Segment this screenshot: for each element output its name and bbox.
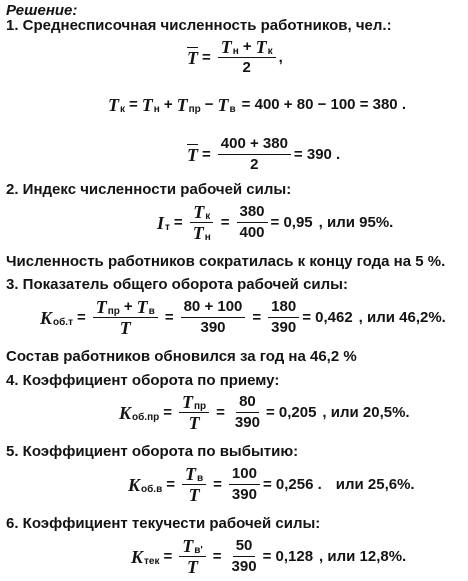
section-2-heading: 2. Индекс численности рабочей силы: (6, 181, 292, 198)
var-t: T (185, 464, 196, 484)
subscript: т (165, 221, 170, 233)
section-3-conclusion: Состав работников обновился за год на 46,2 % (6, 348, 357, 365)
fraction (232, 393, 263, 432)
var-t: T (255, 37, 267, 57)
formula-leave-turnover: K об.в = T в T = $\frac{100}{390}$ = 0,256 . или 25,6%. (128, 464, 415, 505)
var-k: K (131, 546, 144, 567)
denominator: 390 (200, 319, 226, 336)
formula-result: = 0,205 (265, 403, 317, 421)
numerator: 80 (236, 393, 259, 413)
fraction (190, 203, 214, 242)
var-t: T (182, 536, 194, 556)
formula-end-headcount: T к = T н + T пр − T в = 400 + 80 − 100 = 380 . (108, 96, 406, 114)
var-i: I (157, 212, 165, 233)
formula-result: = 400 + 80 − 100 = 380 . (241, 96, 406, 113)
formula-tail: , (278, 48, 283, 66)
subscript: тек (144, 555, 160, 567)
subscript: пр (188, 104, 201, 115)
var-t: T (192, 223, 204, 243)
formula-average-headcount: $\overline{T}$ = T н + T к 2 , (187, 37, 283, 76)
fraction (229, 465, 260, 504)
var-t: T (141, 95, 153, 115)
fraction (181, 298, 246, 337)
denominator: 390 (271, 319, 297, 336)
var-t-bar: $\overline{T}$ (187, 144, 198, 165)
fraction (218, 135, 291, 174)
var-t-bar: $\overline{T}$ (187, 47, 198, 68)
fraction (179, 393, 209, 432)
formula-result: = 0,462 (302, 308, 353, 326)
subscript: к (205, 211, 211, 222)
section-5-heading: 5. Коэффициент оборота по выбытию: (6, 443, 299, 460)
numerator: 400 + 380 (218, 135, 291, 155)
formula-average-value: $\overline{T}$ = $\frac{400 + 380}{2}$ = 390 . (187, 135, 341, 173)
fraction (268, 298, 299, 337)
denominator: 2 (250, 156, 259, 173)
numerator: 100 (229, 465, 260, 485)
subscript: в (148, 306, 155, 317)
formula-headcount-index: I т = T к T н = $\frac{380}{400}$ = 0,95 , или 95%. (157, 203, 393, 242)
subscript: об.в (141, 483, 163, 495)
formula-tail: , или 46,2%. (358, 308, 446, 326)
numerator: 50 (233, 537, 256, 557)
denominator: 390 (234, 414, 260, 431)
var-t: T (176, 95, 188, 115)
var-t-bar: T (119, 318, 131, 338)
solution-header: Решение: (6, 2, 78, 19)
formula-tail: , или 95%. (318, 213, 394, 231)
formula-tail: , или 20,5%. (322, 403, 410, 421)
var-t: T (217, 95, 229, 115)
var-k: K (40, 307, 53, 328)
subscript: в (229, 104, 236, 115)
formula-tail: или 25,6%. (335, 475, 415, 493)
subscript: пр (194, 401, 207, 412)
var-t: T (136, 297, 148, 317)
var-t: T (182, 392, 193, 412)
subscript: пр (107, 306, 120, 317)
fraction (179, 537, 206, 576)
subscript: в' (194, 545, 203, 556)
numerator: 80 + 100 (181, 298, 246, 318)
section-3-heading: 3. Показатель общего оборота рабочей силы: (6, 276, 348, 293)
formula-result: = 0,95 (270, 213, 313, 231)
formula-result: = 0,128 (262, 547, 314, 565)
formula-labor-turnover-rate: K тек = T в' T = $\frac{50}{390}$ = 0,128 , или 12,8%. (131, 536, 407, 577)
subscript: н (232, 46, 239, 57)
fraction (218, 38, 276, 77)
fraction: T пр + T в T (93, 298, 158, 337)
denominator: 2 (242, 59, 251, 76)
denominator: 390 (231, 486, 257, 503)
formula-total-turnover: K об.т = T пр + T в T = $\frac{80 + 100}{390}$ = $\frac{180}{390}$ = 0,462 , или 46,2%. (40, 297, 446, 338)
fraction (237, 203, 268, 242)
var-t: T (220, 37, 232, 57)
var-t: T (108, 95, 119, 115)
formula-tail: , или 12,8%. (319, 547, 407, 565)
section-2-conclusion: Численность работников сократилась к концу года на 5 %. (6, 253, 446, 270)
section-1-heading: 1. Среднесписочная численность работников, чел.: (6, 17, 392, 34)
formula-result: = 0,256 . (262, 475, 322, 493)
formula-result: = 390 . (293, 145, 341, 163)
plus-sign: + (242, 38, 252, 55)
var-t: T (193, 202, 205, 222)
subscript: н (153, 104, 160, 115)
var-t-bar: T (188, 485, 200, 505)
section-6-heading: 6. Коэффициент текучести рабочей силы: (6, 515, 321, 532)
var-t-bar: T (187, 557, 199, 577)
subscript: к (267, 46, 273, 57)
numerator: 180 (268, 298, 299, 318)
subscript: об.т (53, 316, 73, 328)
var-k: K (119, 402, 132, 423)
var-t-bar: T (188, 413, 200, 433)
denominator: 400 (239, 224, 265, 241)
denominator: 390 (231, 558, 257, 575)
fraction (182, 465, 206, 504)
section-4-heading: 4. Коэффициент оборота по приему: (6, 372, 280, 389)
subscript: к (120, 104, 126, 115)
numerator: 380 (237, 203, 268, 223)
subscript: н (204, 232, 211, 243)
fraction (229, 537, 260, 576)
var-k: K (128, 474, 141, 495)
subscript: об.пр (132, 411, 160, 423)
subscript: в (197, 473, 204, 484)
formula-hire-turnover: K об.пр = T пр T = $\frac{80}{390}$ = 0,205 , или 20,5%. (119, 392, 410, 433)
var-t: T (95, 297, 107, 317)
